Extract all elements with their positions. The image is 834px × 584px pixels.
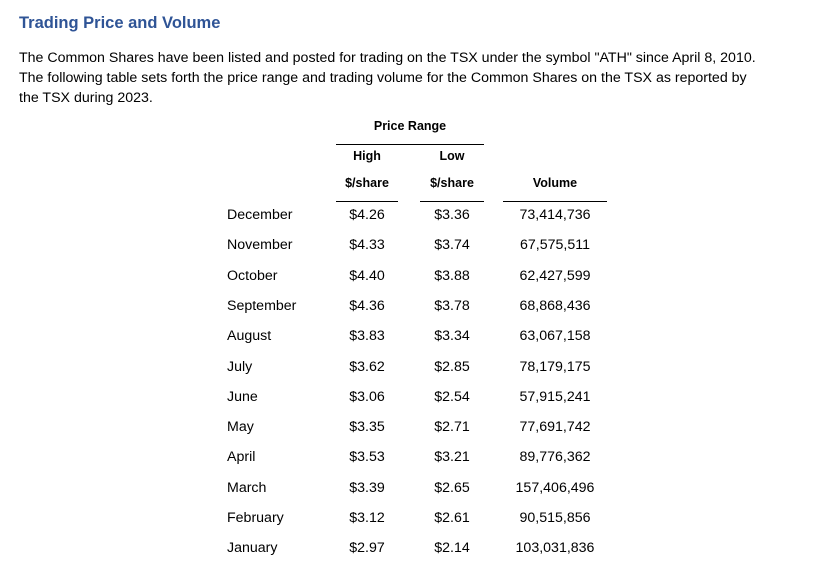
volume-cell: 90,515,856 <box>519 510 591 526</box>
low-price-cell: $2.65 <box>434 479 470 496</box>
low-price-cell: $2.71 <box>434 419 470 436</box>
volume-cell: 67,575,511 <box>520 237 590 254</box>
paragraph-line: The Common Shares have been listed and posted for trading on the TSX under the symbol "ATH" since April 8, 2010. <box>19 50 756 66</box>
table-row <box>0 358 834 388</box>
low-price-cell: $2.14 <box>434 540 470 557</box>
high-price-cell: $3.39 <box>349 479 385 496</box>
volume-header-rule <box>503 201 607 202</box>
month-cell: October <box>227 267 278 284</box>
month-cell: June <box>227 388 258 405</box>
table-row <box>0 388 834 418</box>
volume-cell: 73,414,736 <box>519 207 591 223</box>
table-row <box>0 539 834 569</box>
high-price-cell: $4.36 <box>349 297 385 314</box>
high-unit-header: $/share <box>345 176 389 190</box>
table-row <box>0 448 834 478</box>
section-heading: Trading Price and Volume <box>19 14 221 32</box>
high-price-cell: $3.53 <box>349 449 385 466</box>
table-row <box>0 236 834 266</box>
volume-cell: 57,915,241 <box>519 388 591 405</box>
low-header: Low <box>439 149 465 163</box>
volume-cell: 68,868,436 <box>519 297 591 314</box>
low-price-cell: $3.34 <box>434 328 470 345</box>
low-unit-header: $/share <box>430 176 474 190</box>
volume-cell: 157,406,496 <box>515 479 595 496</box>
month-cell: April <box>227 449 256 466</box>
high-price-cell: $3.06 <box>349 388 385 405</box>
table-row <box>0 297 834 327</box>
table-row <box>0 418 834 448</box>
month-cell: March <box>227 479 267 496</box>
low-price-cell: $3.74 <box>434 237 470 254</box>
high-price-cell: $2.97 <box>349 540 385 557</box>
price-range-header: Price Range <box>373 119 447 133</box>
month-cell: September <box>227 297 297 314</box>
low-price-cell: $3.21 <box>434 449 470 466</box>
table-row <box>0 479 834 509</box>
intro-paragraph <box>19 48 819 108</box>
month-cell: July <box>227 358 253 375</box>
month-cell: August <box>227 328 272 345</box>
volume-cell: 62,427,599 <box>519 267 591 284</box>
volume-cell: 89,776,362 <box>519 449 591 466</box>
paragraph-line: The following table sets forth the price range and trading volume for the Common Shares on the TSX as reported by <box>19 70 747 86</box>
high-price-cell: $4.26 <box>349 207 385 223</box>
low-price-cell: $3.36 <box>434 207 470 223</box>
volume-cell: 103,031,836 <box>515 540 595 557</box>
low-price-cell: $2.85 <box>434 358 470 375</box>
low-header-rule <box>420 201 484 202</box>
low-price-cell: $2.61 <box>434 510 470 526</box>
paragraph-line: the TSX during 2023. <box>19 90 153 106</box>
high-price-cell: $3.12 <box>349 510 385 526</box>
volume-cell: 77,691,742 <box>519 419 591 436</box>
low-price-cell: $2.54 <box>434 388 470 405</box>
month-cell: February <box>227 510 284 526</box>
month-cell: December <box>227 207 293 223</box>
table-row <box>0 206 834 236</box>
low-price-cell: $3.78 <box>434 297 470 314</box>
volume-cell: 63,067,158 <box>519 328 591 345</box>
table-row <box>0 267 834 297</box>
month-cell: November <box>227 237 293 254</box>
high-header: High <box>353 149 381 163</box>
high-price-cell: $4.40 <box>349 267 385 284</box>
high-price-cell: $3.62 <box>349 358 385 375</box>
high-price-cell: $4.33 <box>349 237 385 254</box>
month-cell: January <box>227 540 278 557</box>
high-header-rule <box>336 201 398 202</box>
high-price-cell: $3.83 <box>349 328 385 345</box>
volume-cell: 78,179,175 <box>519 358 591 375</box>
price-range-rule <box>336 144 484 145</box>
table-row <box>0 509 834 539</box>
volume-header: Volume <box>532 176 578 190</box>
low-price-cell: $3.88 <box>434 267 470 284</box>
table-row <box>0 327 834 357</box>
high-price-cell: $3.35 <box>349 419 385 436</box>
month-cell: May <box>227 419 254 436</box>
